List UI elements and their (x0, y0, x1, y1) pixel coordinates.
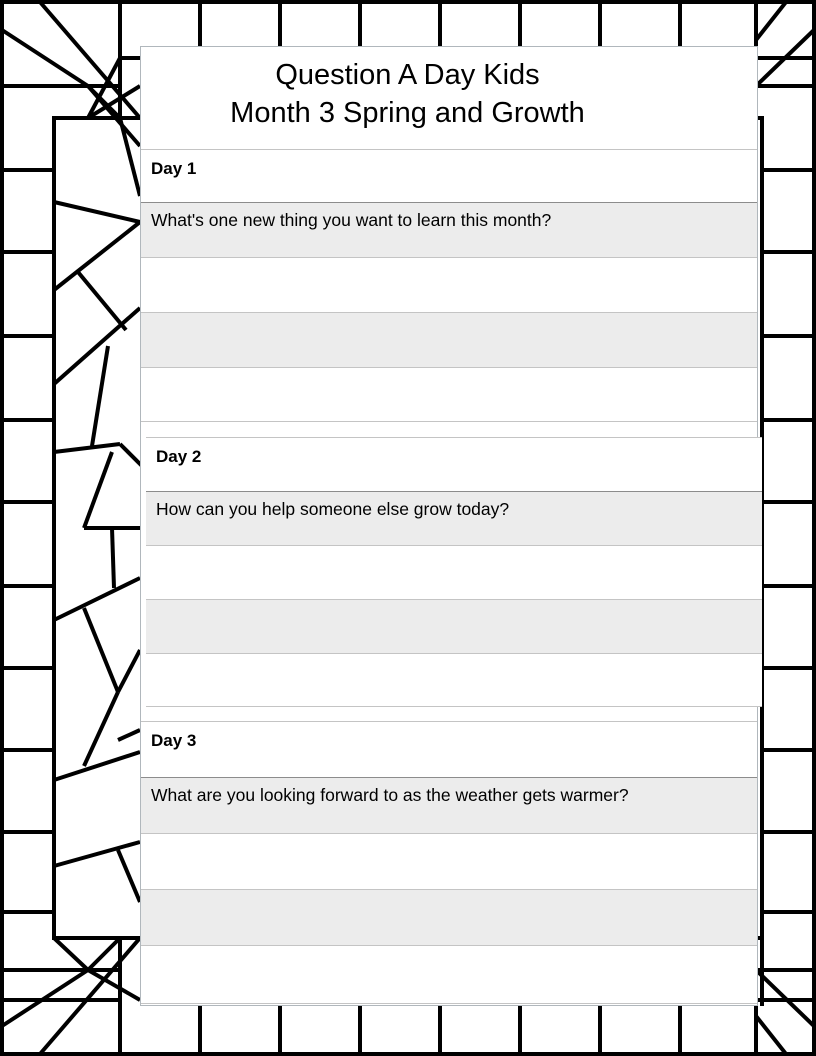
question-row (146, 492, 762, 546)
day-label: Day 2 (156, 447, 202, 466)
answer-line[interactable] (141, 946, 757, 1004)
day-header-row (146, 437, 762, 492)
answer-line[interactable] (141, 258, 757, 313)
day-header-row (141, 721, 757, 778)
answer-line[interactable] (146, 600, 762, 654)
worksheet-subtitle: Month 3 Spring and Growth (230, 97, 585, 129)
worksheet-sheet (140, 46, 758, 1006)
question-text: What's one new thing you want to learn this month? (151, 210, 552, 230)
day-header-row (141, 149, 757, 203)
question-row (141, 203, 757, 258)
answer-line[interactable] (141, 834, 757, 890)
answer-line[interactable] (141, 890, 757, 946)
question-text: How can you help someone else grow today? (156, 499, 510, 519)
worksheet-title: Question A Day Kids (275, 59, 540, 91)
answer-line[interactable] (141, 313, 757, 368)
day-label: Day 1 (151, 159, 197, 178)
day-label: Day 3 (151, 731, 197, 750)
answer-line[interactable] (146, 654, 762, 707)
question-row (141, 778, 757, 834)
question-text: What are you looking forward to as the weather gets warmer? (151, 785, 629, 805)
answer-line[interactable] (141, 368, 757, 422)
answer-line[interactable] (146, 546, 762, 600)
